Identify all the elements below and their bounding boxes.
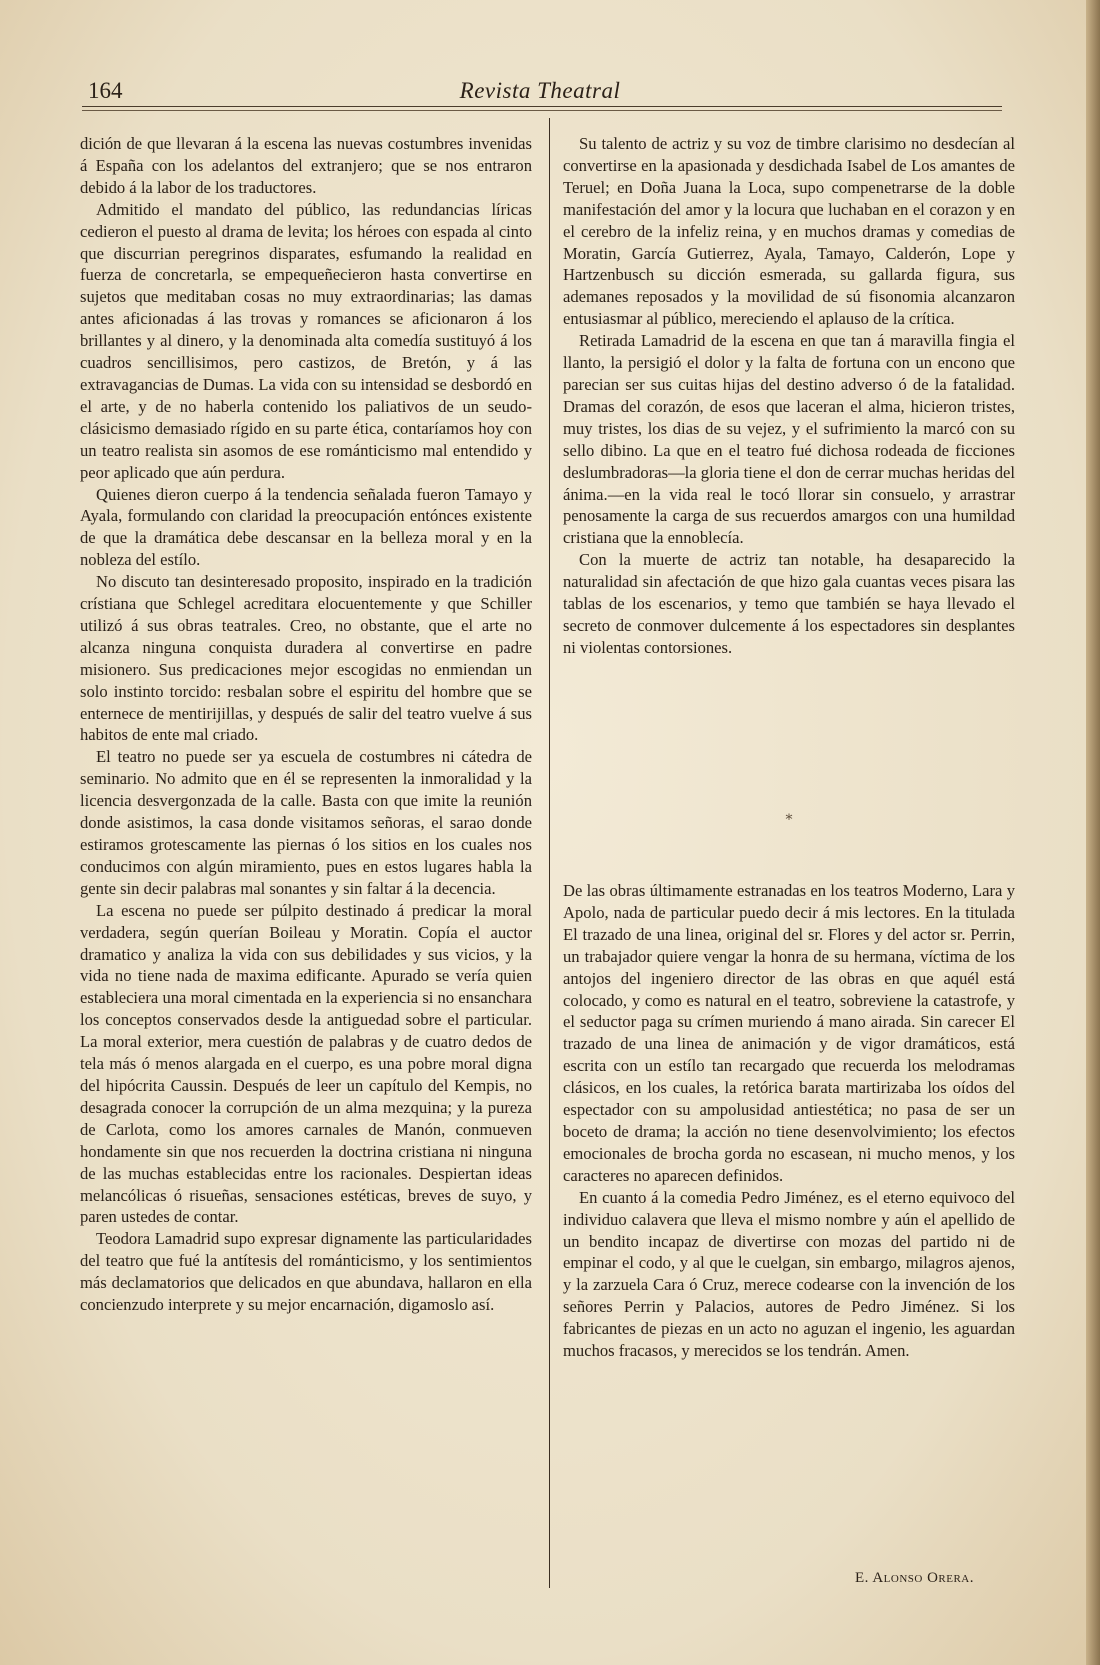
paragraph: Retirada Lamadrid de la escena en que tan á maravilla fingia el llanto, la persigió el dolor y la falta de fortuna con un encono que parecian ser sus cuitas hijas del destino adverso ó de la fatalidad. Dramas del corazón, de esos que laceran el alma, hicieron tristes, muy tristes, los dias de su vejez, y el sufrimiento la marcó con su sello dibino. La que en el teatro fué dichosa rodeada de ficciones deslumbradoras—la gloria tiene el don de cerrar muchas heridas del ánima.—en la vida real le tocó llorar sin consuelo, y arrastrar penosamente la carga de sus recuerdos amargos con una humildad cristiana que la ennoblecía. xyxy=(563,331,1016,548)
left-column xyxy=(80,133,532,1316)
paragraph: De las obras últimamente estranadas en los teatros Moderno, Lara y Apolo, nada de particular puedo decir á mis lectores. En la titulada El trazado de una linea, original del sr. Flores y del actor sr. Perrin, un trabajador quiere vengar la honra de su hermana, víctima de los antojos del ingeniero director de las obras en que aquél está colocado, y como es natural en el teatro, sobreviene la catastrofe, y el seductor paga su crímen muriendo á mano airada. Sin carecer El trazado de una linea de animación y de vigor dramáticos, está escrita con un estílo tan recargado que recuerda los melodramas clásicos, en los cuales, la retórica barata martirizaba los oídos del espectador con su ampolusidad antiestética; no pasa de ser un boceto de drama; la acción no tiene desenvolvimiento; los efectos emocionales de brocha gorda no escasean, ni mucho menos, y los caracteres no aparecen definidos. xyxy=(563,881,1015,1185)
right-column xyxy=(563,133,1015,659)
paragraph: Teodora Lamadrid supo expresar dignamente las particularidades del teatro que fué la antítesis del románticismo, y los sentimientos más declamatorios que delicados en que abundava, hallaron en ella concienzudo interprete y su mejor encarnación, digamoslo así. xyxy=(80,1229,532,1315)
paragraph: No discuto tan desinteresado proposito, inspirado en la tradición crístiana que Schlegel acreditara elocuentemente y que Schiller utilizó á sus obras teatrales. Creo, no obstante, que el arte no alcanza ninguna conquista duradera al convertirse en padre misionero. Sus predicaciones mejor escogidas no enmiendan un solo instinto torcido: resbalan sobre el espiritu del hombre que se enternece de mentirijillas, y después de salir del teatro vuelve á sus habitos de ente mal criado. xyxy=(80,572,532,745)
journal-title: Revista Theatral xyxy=(459,78,621,103)
paragraph: Quienes dieron cuerpo á la tendencia señalada fueron Tamayo y Ayala, formulando con claridad la preocupación entónces existente de que la dramática debe descansar en la belleza moral y en la nobleza del estílo. xyxy=(80,484,532,570)
paragraph: En cuanto á la comedia Pedro Jiménez, es el eterno equivoco del individuo calavera que lleva el mismo nombre y aún el apellido de un bendito incapaz de divertirse con mozas del partido ni de empinar el codo, y al que le cuelgan, sin embargo, milagros ajenos, y la zarzuela Cara ó Cruz, merece codearse con la invención de los señores Perrin y Palacios, autores de Pedro Jiménez. Si los fabricantes de piezas en un acto no aguzan el ingenio, les aguardan muchos fracasos, y merecidos se los tendrán. Amen. xyxy=(563,1187,1015,1361)
paragraph: Admitido el mandato del público, las redundancias líricas cedieron el puesto al drama de levita; los héroes con espada al cinto que discurrian peregrinos disparates, esfumando la realidad en fuerza de concretarla, se empequeñecieron hasta convertirse en sujetos que meditaban cosas no muy extraordinarias; las damas antes aficionadas á las trovas y romances se aficionaron á los brillantes y al dinero, y la denominada alta comedía sustituyó á los cuadros sencillisimos, pero castizos, de Bretón, y á las extravagancias de Dumas. La vida con su intensidad se desbordó en el arte, y de no haberla contenido los paliativos de un seudo-clásicismo demasiado rígido en su parte ética, contaríamos hoy con un teatro realista sin asomos de ese románticismo mal entendido y peor aplicado que aún perdura. xyxy=(80,199,532,482)
section-separator: * xyxy=(785,812,793,828)
page-number: 164 xyxy=(88,78,123,103)
paragraph: La escena no puede ser púlpito destinado á predicar la moral verdadera, según querían Boileau y Moratin. Copía el auctor dramatico y analiza la vida con sus debilidades y sus vicios, y la vida no tiene nada de maxima edificante. Apurado se vería quien estableciera una moral cimentada en la experiencia si no ensanchara los conceptos conservados desde la antiguedad sobre el particular. La moral exterior, mera cuestión de palabras y de cuatro dedos de tela más ó menos alargada en el cuerpo, es una pobre moral digna del hipócrita Caussin. Después de leer un capítulo del Kempis, no desagrada conocer la corrupción de un alma mezquina; y la pureza de Carlota, como los amores carnales de Manón, conmueven hondamente sin que nos recuerden la doctrina cristiana ni ninguna de las muchas establecidas entre los racionales. Despiertan ideas melancólicas ó risueñas, sensaciones estéticas, breves de suyo, y paren ustedes de contar. xyxy=(80,900,532,1227)
page-edge xyxy=(1086,0,1100,1665)
header-rule xyxy=(82,106,1002,107)
right-column-reviews xyxy=(563,880,1015,1362)
header-rule-secondary xyxy=(82,110,1002,111)
paragraph: El teatro no puede ser ya escuela de costumbres ni cátedra de seminario. No admito que en él se representen la inmoralidad y la licencia desvergonzada de la calle. Basta con que imite la reunión donde asistimos, la casa donde visitamos señoras, el sarao donde estiramos grotescamente las piernas ó los sitios en los cuales nos conducimos con algún miramiento, pues en estos lugares habla la gente sin decir palabras mal sonantes y sin faltar á la decencia. xyxy=(80,747,532,898)
paragraph: dición de que llevaran á la escena las nuevas costumbres invenidas á España con los adelantos del extranjero; que se nos entraron debido á la labor de los traductores. xyxy=(80,134,532,197)
author-signature: E. Alonso Orera. xyxy=(855,1570,975,1586)
column-divider xyxy=(549,118,550,1588)
paragraph: Su talento de actriz y su voz de timbre clarisimo no desdecían al convertirse en la apasionada y desdichada Isabel de Los amantes de Teruel; en Doña Juana la Loca, supo compenetrarse de la doble manifestación del amor y la locura que luchaban en el corazon y en el cerebro de la infeliz reina, y en muchos dramas y comedias de Moratin, García Gutierrez, Ayala, Tamayo, Calderón, Lope y Hartzenbusch su dicción esmerada, su gallarda figura, sus ademanes reposados y la movilidad de sú fisonomia alcanzaron entusiasmar al público, mereciendo el aplauso de la crítica. xyxy=(563,134,1015,329)
paragraph: Con la muerte de actriz tan notable, ha desaparecido la naturalidad sin afectación de que hizo gala cuantas veces pisara las tablas de los escenarios, y temo que también se haya llevado el secreto de conmover dulcemente á los espectadores sin desplantes ni violentas contorsiones. xyxy=(563,550,1015,657)
